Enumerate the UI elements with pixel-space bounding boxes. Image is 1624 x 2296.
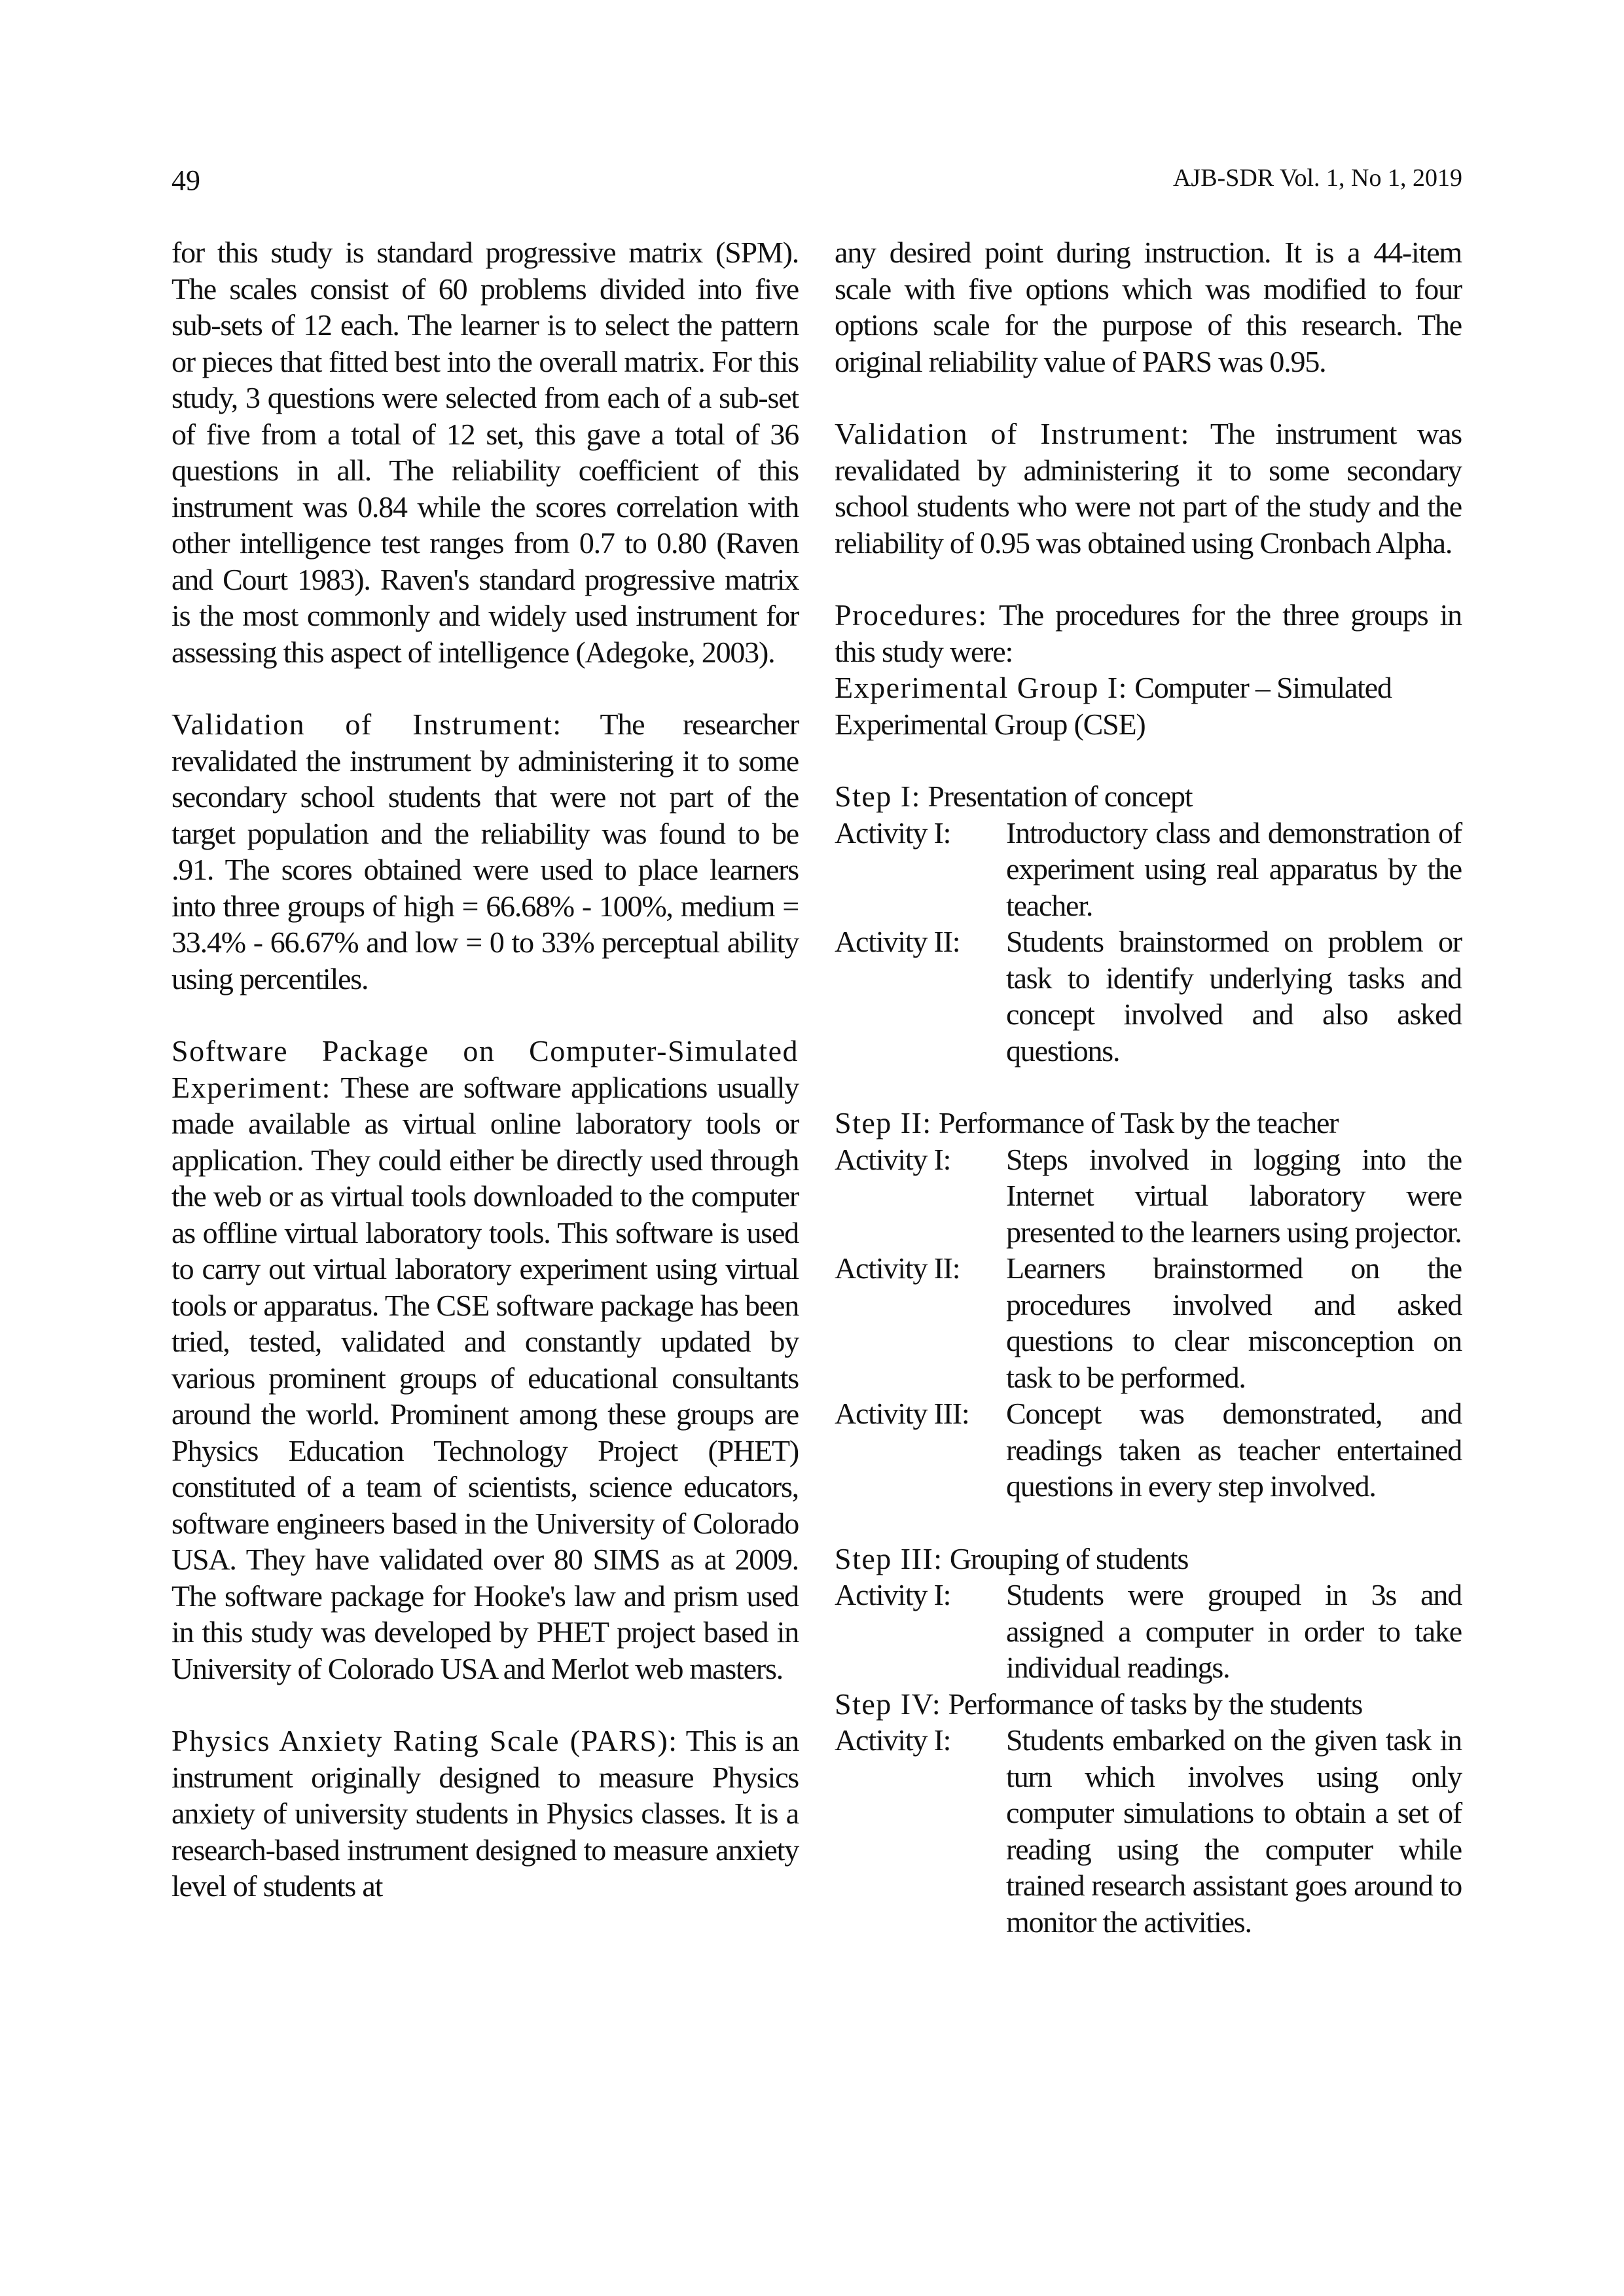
activity-text: Students were grouped in 3s and assigned a computer in order to take individual readings. — [1006, 1578, 1462, 1684]
activity-text: Steps involved in logging into the Internet virtual laboratory were presented to the learners using projector. — [1006, 1142, 1462, 1249]
activity-label: Activity I: — [835, 1578, 951, 1611]
right-column — [835, 234, 1462, 1940]
activity-item — [835, 1722, 1462, 1940]
pars-paragraph: Physics Anxiety Rating Scale (PARS): This is an instrument originally designed to measure Physics anxiety of university students in Physics classes. It is a research-based instrument designed to measure anxiety level of students at — [171, 1724, 799, 1903]
activity-label: Activity I: — [835, 816, 951, 850]
section-label: Software Package on Computer-Simulated Experiment: — [171, 1034, 799, 1104]
activity-label: Activity I: — [835, 1142, 951, 1176]
step-heading: Step II: Performance of Task by the teacher — [835, 1106, 1339, 1139]
validation-paragraph-2: Validation of Instrument: The instrument was revalidated by administering it to some secondary school students who were not part of the study and the reliability of 0.95 was obtained using Cronbach Alpha. — [835, 417, 1462, 560]
section-label: Validation of Instrument: — [835, 417, 1190, 450]
step-heading: Step IV: Performance of tasks by the students — [835, 1687, 1363, 1721]
pars-continued-paragraph: any desired point during instruction. It is a 44-item scale with five options which was modified to four options scale for the purpose of this research. The original reliability value of PARS was 0.95. — [835, 236, 1462, 378]
step-heading: Step III: Grouping of students — [835, 1541, 1189, 1575]
spm-paragraph: for this study is standard progressive matrix (SPM). The scales consist of 60 problems divided into five sub-sets of 12 each. The learner is to select the pattern or pieces that fitted best into the overall matrix. For this study, 3 questions were selected from each of a sub-set of five from a total of 12 set, this gave a total of 36 questions in all. The reliability coefficient of this instrument was 0.84 while the scores correlation with other intelligence test ranges from 0.7 to 0.80 (Raven and Court 1983). Raven's standard progressive matrix is the most commonly and widely used instrument for assessing this aspect of intelligence (Adegoke, 2003). — [171, 236, 799, 669]
software-package-paragraph: Software Package on Computer-Simulated Experiment: These are software applications usually made available as virtual online laboratory tools or application. They could either be directly used through the web or as virtual tools downloaded to the computer as offline virtual laboratory tools. This software is used to carry out virtual laboratory experiment using virtual tools or apparatus. The CSE software package has been tried, tested, validated and constantly updated by various prominent groups of educational consultants around the world. Prominent among these groups are Physics Education Technology Project (PHET) constituted of a team of scientists, science educators, software engineers based in the University of Colorado USA. They have validated over 80 SIMS as at 2009. The software package for Hooke's law and prism used in this study was developed by PHET project based in University of Colorado USA and Merlot web masters. — [171, 1034, 799, 1685]
activity-item — [835, 1395, 1462, 1505]
activity-label: Activity III: — [835, 1397, 969, 1430]
activity-item — [835, 1250, 1462, 1395]
activity-item — [835, 1141, 1462, 1251]
page-number: 49 — [171, 164, 200, 196]
activity-item — [835, 815, 1462, 924]
procedures-paragraph: Procedures: The procedures for the three groups in this study were: — [835, 598, 1462, 668]
activity-label: Activity II: — [835, 1251, 960, 1285]
journal-citation: AJB-SDR Vol. 1, No 1, 2019 — [1172, 164, 1462, 192]
group-heading: Experimental Group I: Computer – Simulated Experimental Group (CSE) — [835, 671, 1392, 741]
activity-text: Introductory class and demonstration of experiment using real apparatus by the teacher. — [1006, 816, 1462, 922]
activity-item — [835, 924, 1462, 1069]
activity-text: Students embarked on the given task in turn which involves using only computer simulations to obtain a set of reading using the computer while trained research assistant goes around to monitor the activities. — [1006, 1723, 1462, 1939]
activity-text: Students brainstormed on problem or task to identify underlying tasks and concept involved and also asked questions. — [1006, 925, 1462, 1067]
activity-text: Learners brainstormed on the procedures involved and asked questions to clear misconception on task to be performed. — [1006, 1251, 1462, 1394]
section-label: Physics Anxiety Rating Scale (PARS): — [171, 1724, 678, 1757]
activity-item — [835, 1577, 1462, 1686]
activity-text: Concept was demonstrated, and readings taken as teacher entertained questions in every step involved. — [1006, 1397, 1462, 1503]
section-label: Validation of Instrument: — [171, 708, 562, 741]
validation-paragraph: Validation of Instrument: The researcher revalidated the instrument by administering it to some secondary school students that were not part of the target population and the reliability was found to be .91. The scores obtained were used to place learners into three groups of high = 66.68% - 100%, medium = 33.4% - 66.67% and low = 0 to 33% perceptual ability using percentiles. — [171, 708, 799, 996]
left-column — [171, 234, 799, 1941]
activity-label: Activity II: — [835, 925, 960, 958]
step-heading: Step I: Presentation of concept — [835, 780, 1193, 813]
activity-label: Activity I: — [835, 1723, 951, 1757]
page-header — [171, 164, 1462, 203]
section-label: Procedures: — [835, 598, 988, 632]
